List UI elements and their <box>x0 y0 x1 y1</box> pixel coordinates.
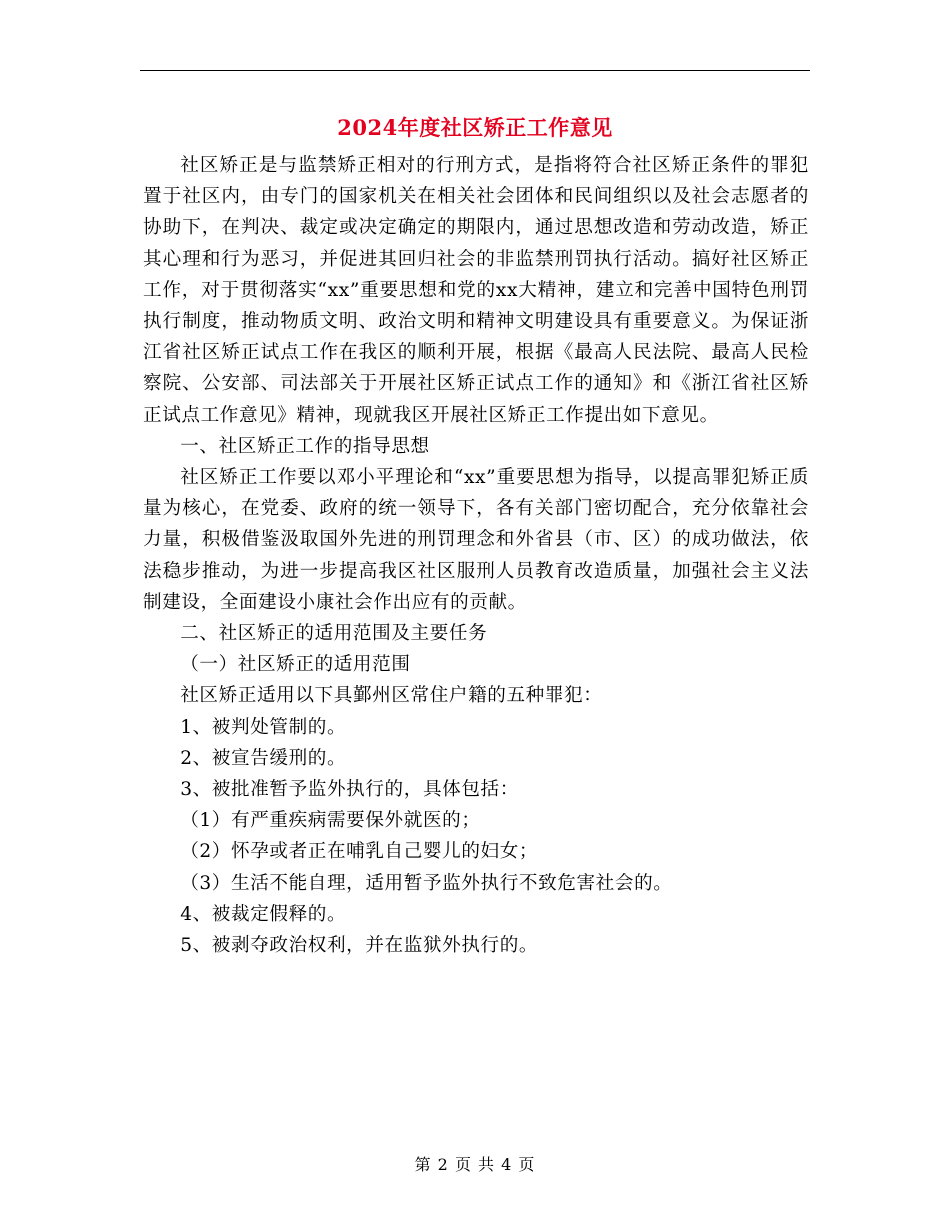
paragraph-intro: 社区矫正是与监禁矫正相对的行刑方式，是指将符合社区矫正条件的罪犯置于社区内，由专门的国家机关在相关社会团体和民间组织以及社会志愿者的协助下，在判决、裁定或决定确定的期限内，通过思想改造和劳动改造，矫正其心理和行为恶习，并促进其回归社会的非监禁刑罚执行活动。搞好社区矫正工作，对于贯彻落实“xx”重要思想和党的xx大精神，建立和完善中国特色刑罚执行制度，推动物质文明、政治文明和精神文明建设具有重要意义。为保证浙江省社区矫正试点工作在我区的顺利开展，根据《最高人民法院、最高人民检察院、公安部、司法部关于开展社区矫正试点工作的通知》和《浙江省社区矫正试点工作意见》精神，现就我区开展社区矫正工作提出如下意见。 <box>143 155 809 426</box>
page-number-footer: 第 2 页 共 4 页 <box>414 1155 536 1174</box>
section-heading-1: 一、社区矫正工作的指导思想 <box>180 435 430 457</box>
section-heading-2: 二、社区矫正的适用范围及主要任务 <box>180 623 488 645</box>
document-body <box>143 150 809 961</box>
subsection-heading-1: （一）社区矫正的适用范围 <box>180 654 411 676</box>
list-item: 2、被宣告缓刑的。 <box>180 747 347 769</box>
list-item: 5、被剥夺政治权利，并在监狱外执行的。 <box>180 935 539 957</box>
list-item: 1、被判处管制的。 <box>180 716 347 738</box>
header-rule <box>140 70 810 71</box>
list-intro: 社区矫正适用以下具鄞州区常住户籍的五种罪犯： <box>180 685 603 707</box>
list-item: 4、被裁定假释的。 <box>180 903 347 925</box>
list-item: 3、被批准暂予监外执行的，具体包括： <box>180 779 519 801</box>
sub-list-item: （1）有严重疾病需要保外就医的； <box>180 810 481 832</box>
sub-list-item: （2）怀孕或者正在哺乳自己婴儿的妇女； <box>180 841 539 863</box>
document-title: 2024年度社区矫正工作意见 <box>337 115 613 140</box>
paragraph-guiding-thought: 社区矫正工作要以邓小平理论和“xx”重要思想为指导，以提高罪犯矫正质量为核心，在党委、政府的统一领导下，各有关部门密切配合，充分依靠社会力量，积极借鉴汲取国外先进的刑罚理念和外省县（市、区）的成功做法，依法稳步推动，为进一步提高我区社区服刑人员教育改造质量，加强社会主义法制建设，全面建设小康社会作出应有的贡献。 <box>143 467 809 613</box>
sub-list-item: （3）生活不能自理，适用暂予监外执行不致危害社会的。 <box>180 872 673 894</box>
